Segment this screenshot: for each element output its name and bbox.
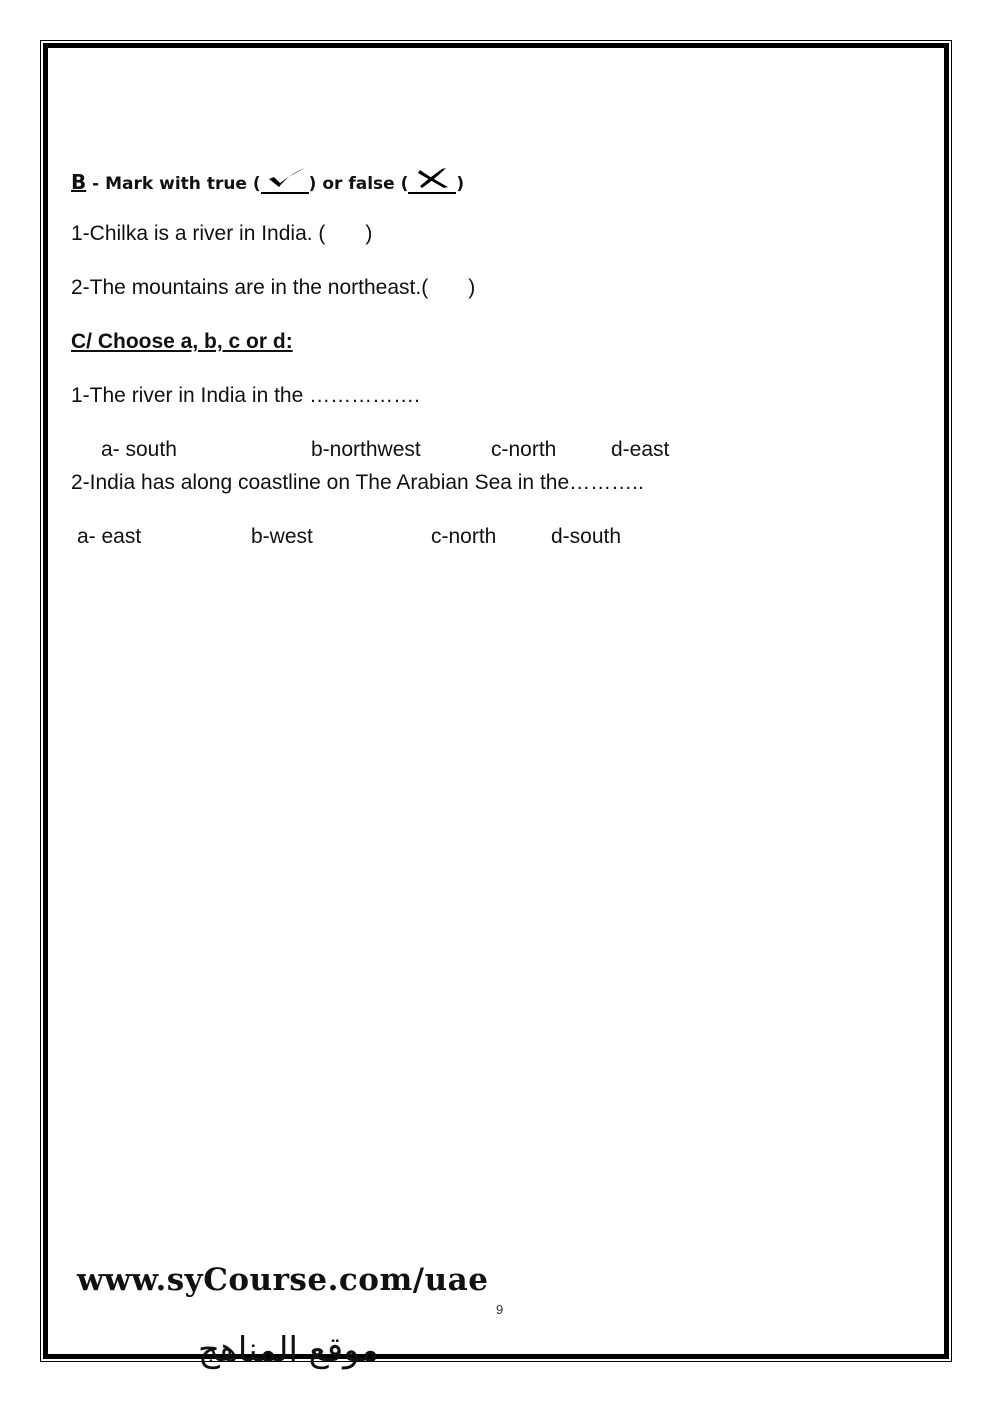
true-false-question-2 [71, 276, 475, 300]
option-a[interactable]: a- east [77, 525, 142, 548]
section-b-letter: B [71, 170, 87, 194]
option-b[interactable]: b-northwest [311, 438, 421, 461]
website-url: www.syCourse.com/uae [77, 1262, 489, 1298]
arabic-site-name: موقع المناهج [198, 1330, 379, 1370]
choice-options-2 [77, 525, 621, 549]
section-b-instruction-middle: ) or false ( [308, 174, 409, 194]
question-close-paren: ) [468, 276, 476, 299]
section-b-instruction-suffix: ) [456, 174, 465, 194]
question-text: 2-The mountains are in the northeast.( [71, 276, 429, 299]
option-d[interactable]: d-south [551, 525, 622, 548]
option-d[interactable]: d-east [611, 438, 670, 461]
option-a[interactable]: a- south [101, 438, 177, 461]
choice-question-2: 2-India has along coastline on The Arabian Sea in the……….. [71, 471, 644, 494]
option-c[interactable]: c-north [431, 525, 497, 548]
section-b-heading [71, 168, 464, 194]
section-c-heading: C/ Choose a, b, c or d: [71, 330, 293, 353]
choice-options-1 [101, 438, 669, 462]
choice-question-1: 1-The river in India in the ……………. [71, 384, 420, 407]
checkmark-icon [261, 168, 309, 194]
true-false-question-1 [71, 222, 372, 246]
page-number: 9 [496, 1302, 504, 1317]
question-close-paren: ) [365, 222, 373, 245]
question-text: 1-Chilka is a river in India. ( [71, 222, 326, 245]
option-b[interactable]: b-west [251, 525, 313, 548]
section-b-instruction-prefix: - Mark with true ( [86, 174, 261, 194]
option-c[interactable]: c-north [491, 438, 557, 461]
cross-icon [408, 168, 456, 194]
